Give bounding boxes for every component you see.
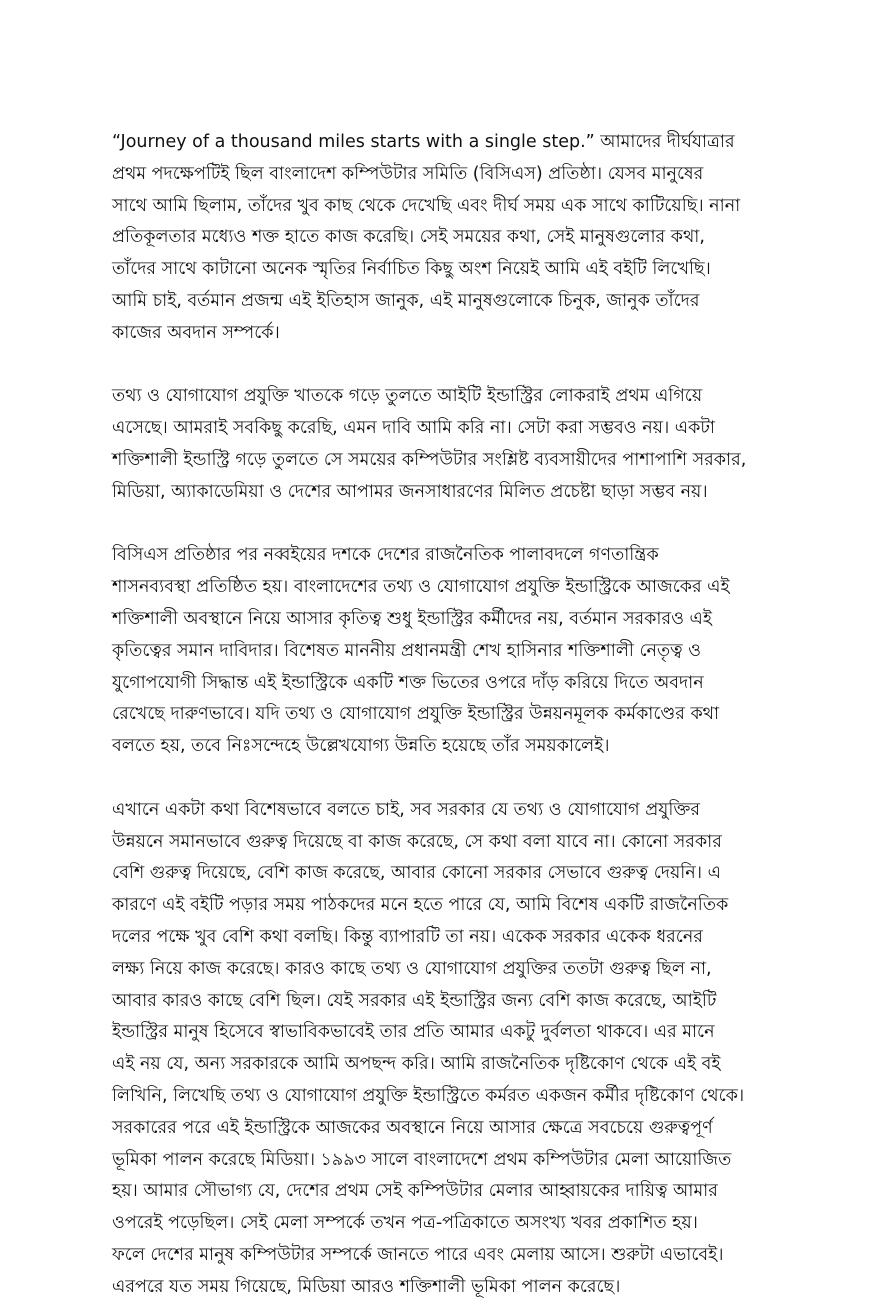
text-line: আমি চাই, বর্তমান প্রজন্ম এই ইতিহাস জানুক, এই মানুষগুলোকে চিনুক, জানুক তাঁদের [112,290,700,311]
text-line: দলের পক্ষে খুব বেশি কথা বলছি। কিন্তু ব্যাপারটি তা নয়। একেক সরকার একেক ধরনের [112,926,703,947]
paragraph [112,540,760,763]
text-line: প্রতিকূলতার মধ্যেও শক্ত হাতে কাজ করেছি। সেই সময়ের কথা, সেই মানুষগুলোর কথা, [112,227,705,248]
text-line: বেশি গুরুত্ব দিয়েছে, বেশি কাজ করেছে, আবার কোনো সরকার সেভাবে গুরুত্ব দেয়নি। এ [112,863,721,884]
text-line: কাজের অবদান সম্পর্কে। [112,322,280,343]
text-line: বিসিএস প্রতিষ্ঠার পর নব্বইয়ের দশকে দেশের রাজনৈতিক পালাবদলে গণতান্ত্রিক [112,545,659,566]
text-line: তাঁদের সাথে কাটানো অনেক স্মৃতির নির্বাচিত কিছু অংশ নিয়েই আমি এই বইটি লিখেছি। [112,259,711,280]
text-line: সাথে আমি ছিলাম, তাঁদের খুব কাছ থেকে দেখেছি এবং দীর্ঘ সময় এক সাথে কাটিয়েছি। নানা [112,195,741,216]
text-line: আবার কারও কাছে বেশি ছিল। যেই সরকার এই ইন্ডাস্ট্রির জন্য বেশি কাজ করেছে, আইটি [112,990,717,1011]
text-line: এরপরে যত সময় গিয়েছে, মিডিয়া আরও শক্তিশালী ভূমিকা পালন করেছে। [112,1276,621,1297]
text-line: বলতে হয়, তবে নিঃসন্দেহে উল্লেখযোগ্য উন্নতি হয়েছে তাঁর সময়কালেই। [112,736,610,757]
text-line: কারণে এই বইটি পড়ার সময় পাঠকদের মনে হতে পারে যে, আমি বিশেষ একটি রাজনৈতিক [112,895,729,916]
text-line: ওপরেই পড়েছিল। সেই মেলা সম্পর্কে তখন পত্র-পত্রিকাতে অসংখ্য খবর প্রকাশিত হয়। [112,1213,698,1234]
text-line: সরকারের পরে এই ইন্ডাস্ট্রিকে আজকের অবস্থানে নিয়ে আসার ক্ষেত্রে সবচেয়ে গুরুত্বপূর্ণ [112,1117,713,1138]
text-line: ফলে দেশের মানুষ কম্পিউটার সম্পর্কে জানতে পারে এবং মেলায় আসে। শুরুটা এভাবেই। [112,1244,724,1265]
paragraph [112,127,760,350]
text-line: ভূমিকা পালন করেছে মিডিয়া। ১৯৯৩ সালে বাংলাদেশে প্রথম কম্পিউটার মেলা আয়োজিত [112,1149,732,1170]
text-line: এখানে একটা কথা বিশেষভাবে বলতে চাই, সব সরকার যে তথ্য ও যোগাযোগ প্রযুক্তির [112,799,700,820]
text-line: প্রথম পদক্ষেপটিই ছিল বাংলাদেশ কম্পিউটার সমিতি (বিসিএস) প্রতিষ্ঠা। যেসব মানুষের [112,163,704,184]
text-line: ইন্ডাস্ট্রির মানুষ হিসেবে স্বাভাবিকভাবেই তার প্রতি আমার একটু দুর্বলতা থাকবে। এর মানে [112,1022,715,1043]
text-line: শাসনব্যবস্থা প্রতিষ্ঠিত হয়। বাংলাদেশের তথ্য ও যোগাযোগ প্রযুক্তি ইন্ডাস্ট্রিকে আজকের এই [112,577,730,598]
text-line: এই নয় যে, অন্য সরকারকে আমি অপছন্দ করি। আমি রাজনৈতিক দৃষ্টিকোণ থেকে এই বই [112,1054,721,1075]
text-line: তথ্য ও যোগাযোগ প্রযুক্তি খাতকে গড়ে তুলতে আইটি ইন্ডাস্ট্রির লোকরাই প্রথম এগিয়ে [112,386,703,407]
text-line: কৃতিত্বের সমান দাবিদার। বিশেষত মাননীয় প্রধানমন্ত্রী শেখ হাসিনার শক্তিশালী নেতৃত্ব ও [112,640,702,661]
text-line: শক্তিশালী অবস্থানে নিয়ে আসার কৃতিত্ব শুধু ইন্ডাস্ট্রির কর্মীদের নয়, বর্তমান সরকারও এই [112,608,712,629]
paragraph [112,795,760,1303]
text-line: হয়। আমার সৌভাগ্য যে, দেশের প্রথম সেই কম্পিউটার মেলার আহ্বায়কের দায়িত্ব আমার [112,1181,718,1202]
body-text [112,127,760,1303]
text-line: উন্নয়নে সমানভাবে গুরুত্ব দিয়েছে বা কাজ করেছে, সে কথা বলা যাবে না। কোনো সরকার [112,831,722,852]
text-line: লিখিনি, লিখেছি তথ্য ও যোগাযোগ প্রযুক্তি ইন্ডাস্ট্রিতে কর্মরত একজন কর্মীর দৃষ্টিকোণ থেকে। [112,1085,745,1106]
text-line: রেখেছে দারুণভাবে। যদি তথ্য ও যোগাযোগ প্রযুক্তি ইন্ডাস্ট্রির উন্নয়নমূলক কর্মকাণ্ডের কথা [112,704,720,725]
text-line: এসেছে। আমরাই সবকিছু করেছি, এমন দাবি আমি করি না। সেটা করা সম্ভবও নয়। একটা [112,418,715,439]
text-line: শক্তিশালী ইন্ডাস্ট্রি গড়ে তুলতে সে সময়ের কম্পিউটার সংশ্লিষ্ট ব্যবসায়ীদের পাশাপাশি সরকার, [112,449,747,470]
paragraph [112,381,760,508]
text-line: যুগোপযোগী সিদ্ধান্ত এই ইন্ডাস্ট্রিকে একটি শক্ত ভিতের ওপরে দাঁড় করিয়ে দিতে অবদান [112,672,704,693]
text-line: লক্ষ্য নিয়ে কাজ করেছে। কারও কাছে তথ্য ও যোগাযোগ প্রযুক্তির ততটা গুরুত্ব ছিল না, [112,958,712,979]
text-line: মিডিয়া, অ্যাকাডেমিয়া ও দেশের আপামর জনসাধারণের মিলিত প্রচেষ্টা ছাড়া সম্ভব নয়। [112,481,708,502]
text-line: “Journey of a thousand miles starts with a single step.” আমাদের দীর্ঘযাত্রার [112,132,735,152]
